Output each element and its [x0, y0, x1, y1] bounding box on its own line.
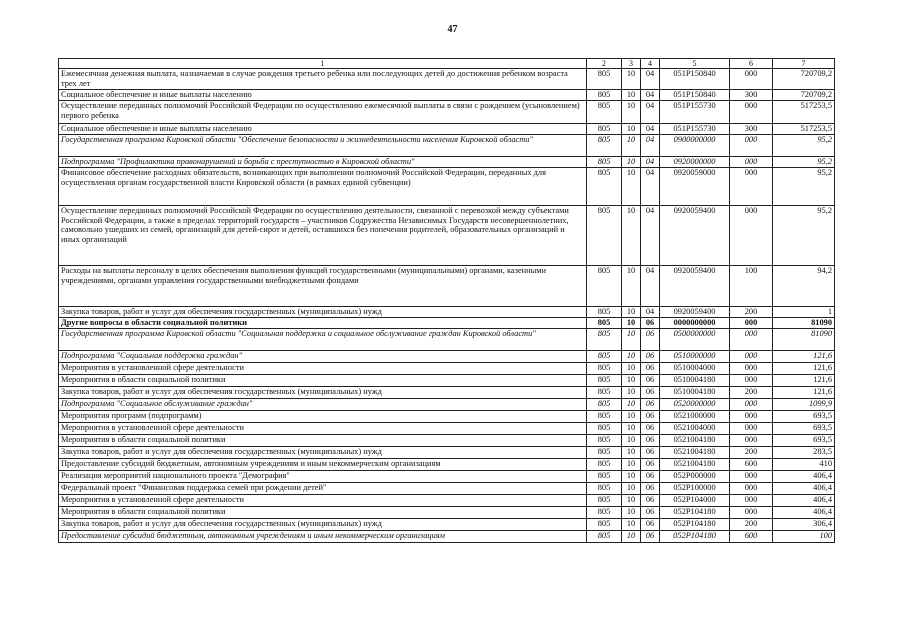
row-target-code: 051P150840 [660, 90, 730, 101]
table-row [59, 471, 835, 483]
row-target-code: 0521000000 [660, 411, 730, 423]
header-row [59, 59, 835, 69]
column-header: 6 [730, 59, 773, 69]
row-expense-type-code: 600 [730, 531, 773, 543]
row-section-code: 10 [622, 351, 641, 363]
row-ved-code: 805 [587, 471, 622, 483]
row-ved-code: 805 [587, 459, 622, 471]
row-section-code: 10 [622, 266, 641, 307]
row-amount: 720709,2 [773, 90, 835, 101]
row-ved-code: 805 [587, 90, 622, 101]
row-name: Закупка товаров, работ и услуг для обеспечения государственных (муниципальных) нужд [59, 387, 587, 399]
row-name: Мероприятия программ (подпрограмм) [59, 411, 587, 423]
row-section-code: 10 [622, 483, 641, 495]
row-expense-type-code: 000 [730, 363, 773, 375]
row-ved-code: 805 [587, 519, 622, 531]
table-row [59, 519, 835, 531]
row-name: Мероприятия в области социальной политики [59, 375, 587, 387]
column-header: 4 [641, 59, 660, 69]
row-section-code: 10 [622, 387, 641, 399]
row-subsection-code: 06 [641, 411, 660, 423]
row-subsection-code: 06 [641, 363, 660, 375]
table-row [59, 206, 835, 266]
row-section-code: 10 [622, 318, 641, 329]
row-target-code: 0920059400 [660, 206, 730, 266]
row-ved-code: 805 [587, 135, 622, 157]
table-row [59, 423, 835, 435]
table-row [59, 318, 835, 329]
row-subsection-code: 04 [641, 307, 660, 318]
table-row [59, 363, 835, 375]
row-ved-code: 805 [587, 329, 622, 351]
row-ved-code: 805 [587, 411, 622, 423]
row-section-code: 10 [622, 90, 641, 101]
row-amount: 517253,5 [773, 101, 835, 124]
row-amount: 95,2 [773, 157, 835, 168]
row-subsection-code: 06 [641, 399, 660, 411]
row-target-code: 052P104180 [660, 507, 730, 519]
row-expense-type-code: 200 [730, 447, 773, 459]
row-expense-type-code: 000 [730, 423, 773, 435]
table-row [59, 157, 835, 168]
row-subsection-code: 06 [641, 423, 660, 435]
row-amount: 95,2 [773, 168, 835, 206]
row-subsection-code: 06 [641, 435, 660, 447]
row-ved-code: 805 [587, 435, 622, 447]
page-number: 47 [447, 24, 458, 35]
row-target-code: 0920000000 [660, 157, 730, 168]
column-header: 2 [587, 59, 622, 69]
row-expense-type-code: 000 [730, 69, 773, 90]
row-target-code: 052P104180 [660, 531, 730, 543]
table-row [59, 435, 835, 447]
row-name: Финансовое обеспечение расходных обязательств, возникающих при выполнении полномочий Российской Федерации, переданных для осуществления органам государственной власти Кировской области (в рамках единой субвенции) [59, 168, 587, 206]
row-subsection-code: 04 [641, 101, 660, 124]
row-section-code: 10 [622, 471, 641, 483]
table-row [59, 483, 835, 495]
row-name: Подпрограмма "Профилактика правонарушений и борьба с преступностью в Кировской области" [59, 157, 587, 168]
row-name: Расходы на выплаты персоналу в целях обеспечения выполнения функций государственными (муниципальными) органами, казенными учреждениями, органами управления государственными внебюджетными фондами [59, 266, 587, 307]
row-amount: 1099,9 [773, 399, 835, 411]
row-name: Реализация мероприятий национального проекта "Демография" [59, 471, 587, 483]
row-ved-code: 805 [587, 495, 622, 507]
row-name: Предоставление субсидий бюджетным, автономным учреждениям и иным некоммерческим организациям [59, 459, 587, 471]
row-ved-code: 805 [587, 69, 622, 90]
row-name: Государственная программа Кировской области "Социальная поддержка и социальное обслуживание граждан Кировской области" [59, 329, 587, 351]
row-expense-type-code: 000 [730, 101, 773, 124]
row-target-code: 0521004180 [660, 459, 730, 471]
table-row [59, 495, 835, 507]
row-expense-type-code: 200 [730, 307, 773, 318]
row-subsection-code: 06 [641, 318, 660, 329]
row-section-code: 10 [622, 363, 641, 375]
row-amount: 95,2 [773, 135, 835, 157]
row-subsection-code: 06 [641, 375, 660, 387]
row-section-code: 10 [622, 423, 641, 435]
column-header: 3 [622, 59, 641, 69]
row-target-code: 0521004180 [660, 447, 730, 459]
row-amount: 121,6 [773, 351, 835, 363]
row-target-code: 0500000000 [660, 329, 730, 351]
row-amount: 81090 [773, 318, 835, 329]
row-amount: 121,6 [773, 363, 835, 375]
row-target-code: 052P104000 [660, 495, 730, 507]
row-section-code: 10 [622, 435, 641, 447]
row-expense-type-code: 000 [730, 135, 773, 157]
row-subsection-code: 06 [641, 471, 660, 483]
row-name: Мероприятия в установленной сфере деятельности [59, 495, 587, 507]
row-expense-type-code: 000 [730, 399, 773, 411]
row-section-code: 10 [622, 519, 641, 531]
row-name: Подпрограмма "Социальное обслуживание граждан" [59, 399, 587, 411]
row-expense-type-code: 000 [730, 318, 773, 329]
row-ved-code: 805 [587, 318, 622, 329]
row-ved-code: 805 [587, 387, 622, 399]
row-expense-type-code: 200 [730, 519, 773, 531]
row-expense-type-code: 600 [730, 459, 773, 471]
row-name: Мероприятия в области социальной политики [59, 507, 587, 519]
row-name: Осуществление переданных полномочий Российской Федерации по осуществлению деятельности, связанной с перевозкой между субъектами Российской Федерации, а также в пределах территорий государств – участников Содружества Независимых Государств несовершеннолетних, самовольно ушедших из семей, организаций для детей-сирот и детей, оставшихся без попечения родителей, образовательных организаций и иных организаций [59, 206, 587, 266]
row-name: Мероприятия в области социальной политики [59, 435, 587, 447]
row-name: Ежемесячная денежная выплата, назначаемая в случае рождения третьего ребенка или последующих детей до достижения ребенком возраста трех лет [59, 69, 587, 90]
row-expense-type-code: 000 [730, 483, 773, 495]
row-target-code: 0520000000 [660, 399, 730, 411]
table-row [59, 266, 835, 307]
row-target-code: 0920059000 [660, 168, 730, 206]
row-target-code: 0920059400 [660, 266, 730, 307]
row-amount: 121,6 [773, 387, 835, 399]
row-amount: 720709,2 [773, 69, 835, 90]
row-subsection-code: 06 [641, 507, 660, 519]
row-amount: 410 [773, 459, 835, 471]
row-amount: 406,4 [773, 507, 835, 519]
row-amount: 306,4 [773, 519, 835, 531]
row-section-code: 10 [622, 447, 641, 459]
row-section-code: 10 [622, 375, 641, 387]
row-amount: 283,5 [773, 447, 835, 459]
table-row [59, 531, 835, 543]
row-ved-code: 805 [587, 375, 622, 387]
row-target-code: 0510000000 [660, 351, 730, 363]
table-row [59, 307, 835, 318]
row-amount: 406,4 [773, 495, 835, 507]
row-expense-type-code: 200 [730, 387, 773, 399]
row-subsection-code: 06 [641, 495, 660, 507]
row-target-code: 052P104180 [660, 519, 730, 531]
table-row [59, 101, 835, 124]
row-subsection-code: 04 [641, 90, 660, 101]
row-expense-type-code: 000 [730, 206, 773, 266]
row-section-code: 10 [622, 307, 641, 318]
row-subsection-code: 04 [641, 157, 660, 168]
row-ved-code: 805 [587, 351, 622, 363]
row-amount: 95,2 [773, 206, 835, 266]
row-name: Закупка товаров, работ и услуг для обеспечения государственных (муниципальных) нужд [59, 307, 587, 318]
row-subsection-code: 06 [641, 531, 660, 543]
row-subsection-code: 06 [641, 483, 660, 495]
table-row [59, 135, 835, 157]
table-row [59, 447, 835, 459]
row-expense-type-code: 300 [730, 90, 773, 101]
row-amount: 406,4 [773, 471, 835, 483]
table-row [59, 387, 835, 399]
row-subsection-code: 06 [641, 351, 660, 363]
table-row [59, 459, 835, 471]
row-subsection-code: 04 [641, 69, 660, 90]
row-ved-code: 805 [587, 168, 622, 206]
column-header: 7 [773, 59, 835, 69]
row-ved-code: 805 [587, 483, 622, 495]
row-section-code: 10 [622, 157, 641, 168]
row-target-code: 051P155730 [660, 124, 730, 135]
row-target-code: 0510004180 [660, 375, 730, 387]
row-target-code: 0521004180 [660, 435, 730, 447]
row-ved-code: 805 [587, 399, 622, 411]
row-expense-type-code: 000 [730, 375, 773, 387]
row-target-code: 051P150840 [660, 69, 730, 90]
row-name: Предоставление субсидий бюджетным, автономным учреждениям и иным некоммерческим организациям [59, 531, 587, 543]
row-expense-type-code: 000 [730, 471, 773, 483]
row-subsection-code: 06 [641, 447, 660, 459]
table-row [59, 351, 835, 363]
row-expense-type-code: 000 [730, 435, 773, 447]
row-amount: 693,5 [773, 435, 835, 447]
row-subsection-code: 04 [641, 135, 660, 157]
row-name: Государственная программа Кировской области "Обеспечение безопасности и жизнедеятельности населения Кировской области" [59, 135, 587, 157]
row-section-code: 10 [622, 399, 641, 411]
row-subsection-code: 04 [641, 124, 660, 135]
row-expense-type-code: 000 [730, 507, 773, 519]
table-row [59, 124, 835, 135]
row-target-code: 052P100000 [660, 483, 730, 495]
row-name: Социальное обеспечение и иные выплаты населению [59, 124, 587, 135]
row-ved-code: 805 [587, 423, 622, 435]
row-subsection-code: 04 [641, 168, 660, 206]
row-section-code: 10 [622, 531, 641, 543]
row-section-code: 10 [622, 101, 641, 124]
row-amount: 517253,5 [773, 124, 835, 135]
row-section-code: 10 [622, 507, 641, 519]
row-expense-type-code: 000 [730, 329, 773, 351]
row-amount: 1 [773, 307, 835, 318]
row-ved-code: 805 [587, 507, 622, 519]
table-row [59, 399, 835, 411]
table-row [59, 168, 835, 206]
row-expense-type-code: 000 [730, 157, 773, 168]
row-section-code: 10 [622, 495, 641, 507]
row-amount: 693,5 [773, 423, 835, 435]
table-row [59, 329, 835, 351]
row-expense-type-code: 000 [730, 411, 773, 423]
row-target-code: 052P000000 [660, 471, 730, 483]
row-subsection-code: 06 [641, 329, 660, 351]
row-section-code: 10 [622, 459, 641, 471]
row-subsection-code: 06 [641, 387, 660, 399]
row-target-code: 0510004180 [660, 387, 730, 399]
row-subsection-code: 06 [641, 519, 660, 531]
row-name: Закупка товаров, работ и услуг для обеспечения государственных (муниципальных) нужд [59, 447, 587, 459]
row-amount: 406,4 [773, 483, 835, 495]
row-target-code: 0920059400 [660, 307, 730, 318]
row-name: Другие вопросы в области социальной политики [59, 318, 587, 329]
row-expense-type-code: 100 [730, 266, 773, 307]
row-target-code: 0900000000 [660, 135, 730, 157]
row-section-code: 10 [622, 124, 641, 135]
row-name: Осуществление переданных полномочий Российской Федерации по осуществлению ежемесячной выплаты в связи с рождением (усыновлением) первого ребенка [59, 101, 587, 124]
row-section-code: 10 [622, 69, 641, 90]
budget-table [58, 58, 835, 543]
row-ved-code: 805 [587, 307, 622, 318]
row-section-code: 10 [622, 206, 641, 266]
row-section-code: 10 [622, 329, 641, 351]
row-target-code: 0000000000 [660, 318, 730, 329]
row-ved-code: 805 [587, 206, 622, 266]
row-expense-type-code: 300 [730, 124, 773, 135]
row-name: Закупка товаров, работ и услуг для обеспечения государственных (муниципальных) нужд [59, 519, 587, 531]
row-name: Социальное обеспечение и иные выплаты населению [59, 90, 587, 101]
row-ved-code: 805 [587, 124, 622, 135]
row-subsection-code: 04 [641, 266, 660, 307]
row-section-code: 10 [622, 411, 641, 423]
row-name: Федеральный проект "Финансовая поддержка семей при рождении детей" [59, 483, 587, 495]
row-ved-code: 805 [587, 101, 622, 124]
row-amount: 81090 [773, 329, 835, 351]
row-amount: 100 [773, 531, 835, 543]
row-amount: 693,5 [773, 411, 835, 423]
row-subsection-code: 04 [641, 206, 660, 266]
table-row [59, 69, 835, 90]
table-row [59, 375, 835, 387]
row-name: Подпрограмма "Социальная поддержка граждан" [59, 351, 587, 363]
row-expense-type-code: 000 [730, 168, 773, 206]
table-row [59, 411, 835, 423]
row-ved-code: 805 [587, 447, 622, 459]
row-section-code: 10 [622, 135, 641, 157]
row-ved-code: 805 [587, 157, 622, 168]
row-name: Мероприятия в установленной сфере деятельности [59, 363, 587, 375]
row-ved-code: 805 [587, 363, 622, 375]
column-header: 1 [59, 59, 587, 69]
row-expense-type-code: 000 [730, 495, 773, 507]
row-ved-code: 805 [587, 531, 622, 543]
row-subsection-code: 06 [641, 459, 660, 471]
row-amount: 94,2 [773, 266, 835, 307]
column-header: 5 [660, 59, 730, 69]
row-section-code: 10 [622, 168, 641, 206]
row-expense-type-code: 000 [730, 351, 773, 363]
row-target-code: 0510004000 [660, 363, 730, 375]
row-target-code: 051P155730 [660, 101, 730, 124]
row-target-code: 0521004000 [660, 423, 730, 435]
table-row [59, 90, 835, 101]
row-amount: 121,6 [773, 375, 835, 387]
row-ved-code: 805 [587, 266, 622, 307]
row-name: Мероприятия в установленной сфере деятельности [59, 423, 587, 435]
table-row [59, 507, 835, 519]
